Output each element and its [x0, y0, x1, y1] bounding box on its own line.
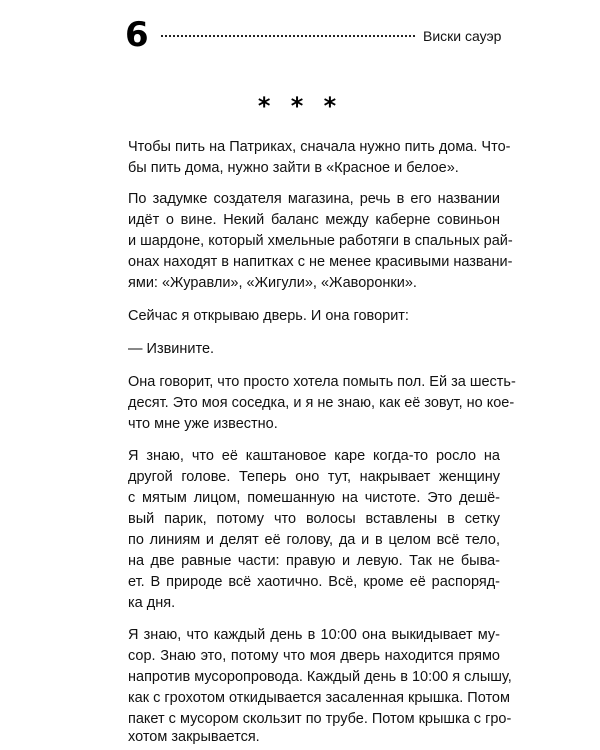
text-line: Она говорит, что просто хотела помыть пол. Ей за шесть- [128, 374, 516, 390]
text-line: бы пить дома, нужно зайти в «Красное и белое». [128, 160, 459, 176]
header-leader-dots [161, 35, 415, 37]
text-line: на две равные части: правую и левую. Так не быва- [128, 553, 500, 569]
text-line: другой голове. Теперь оно тут, накрывает женщину [128, 469, 500, 485]
text-line: пакет с мусором скользит по трубе. Потом крышка с гро- [128, 711, 512, 727]
text-line: онах находят в напитках с не менее красивыми названи- [128, 254, 513, 270]
text-line: сор. Знаю это, потому что моя дверь находится прямо [128, 648, 500, 664]
text-line: по линиям и делят её голову, да и в целом всё тело, [128, 532, 500, 548]
text-line: — Извините. [128, 341, 215, 357]
text-line: десят. Это моя соседка, и я не знаю, как её зовут, но кое- [128, 395, 515, 411]
text-line: что мне уже известно. [128, 416, 278, 432]
page-number: 6 [125, 15, 149, 55]
text-line: хотом закрывается. [128, 729, 260, 745]
text-line: Сейчас я открываю дверь. И она говорит: [128, 308, 409, 324]
text-line: Я знаю, что каждый день в 10:00 она выкидывает му- [128, 627, 500, 643]
text-line: ка дня. [128, 595, 176, 611]
text-line: с мятым лицом, помешанную на чистоте. Это дешё- [128, 490, 500, 506]
text-line: идёт о вине. Некий баланс между каберне совиньон [128, 212, 500, 228]
text-line: Чтобы пить на Патриках, сначала нужно пить дома. Что- [128, 139, 511, 155]
text-line: ями: «Журавли», «Жигули», «Жаворонки». [128, 275, 417, 291]
text-line: как с грохотом откидывается засаленная крышка. Потом [128, 690, 510, 706]
running-title: Виски сауэр [423, 28, 502, 44]
text-line: вый парик, потому что волосы вставлены в сетку [128, 511, 500, 527]
text-line: По задумке создателя магазина, речь в его названии [128, 191, 500, 207]
text-line: и шардоне, который хмельные работяги в спальных рай- [128, 233, 513, 249]
text-line: напротив мусоропровода. Каждый день в 10:00 я слышу, [128, 669, 512, 685]
text-line: Я знаю, что её каштановое каре когда-то росло на [128, 448, 500, 464]
section-break-asterisks: * * * [257, 92, 343, 120]
text-line: ет. В природе всё хаотично. Всё, кроме её распоряд- [128, 574, 500, 590]
